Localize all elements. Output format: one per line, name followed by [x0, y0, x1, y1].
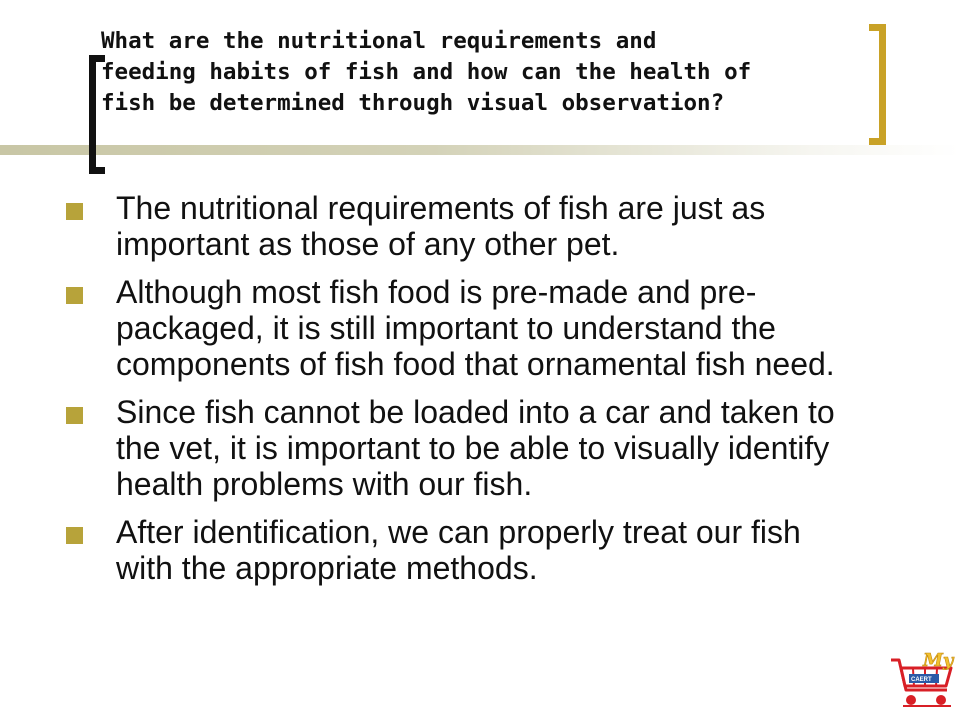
list-item [66, 190, 866, 262]
list-item [66, 394, 866, 502]
title-divider [0, 145, 960, 155]
bullet-list [66, 190, 866, 598]
square-bullet-icon [66, 527, 83, 544]
title-line: feeding habits of fish and how can the health of [101, 59, 752, 85]
bullet-text: Since fish cannot be loaded into a car and taken to the vet, it is important to be able to visually identify health problems with our fish. [116, 394, 835, 502]
logo-subtext: CAERT [911, 677, 932, 683]
square-bullet-icon [66, 203, 83, 220]
square-bullet-icon [66, 407, 83, 424]
bullet-text: After identification, we can properly treat our fish with the appropriate methods. [116, 514, 801, 586]
slide-title [101, 26, 891, 119]
bullet-text: The nutritional requirements of fish are just as important as those of any other pet. [116, 190, 766, 262]
list-item [66, 274, 866, 382]
logo-text: My [923, 650, 954, 671]
mycaert-logo [889, 646, 959, 716]
title-line: fish be determined through visual observation? [101, 90, 725, 116]
title-line: What are the nutritional requirements and [101, 28, 657, 54]
bullet-text: Although most fish food is pre-made and pre-packaged, it is still important to understand the components of fish food that ornamental fish need. [116, 274, 835, 382]
list-item [66, 514, 866, 586]
square-bullet-icon [66, 287, 83, 304]
